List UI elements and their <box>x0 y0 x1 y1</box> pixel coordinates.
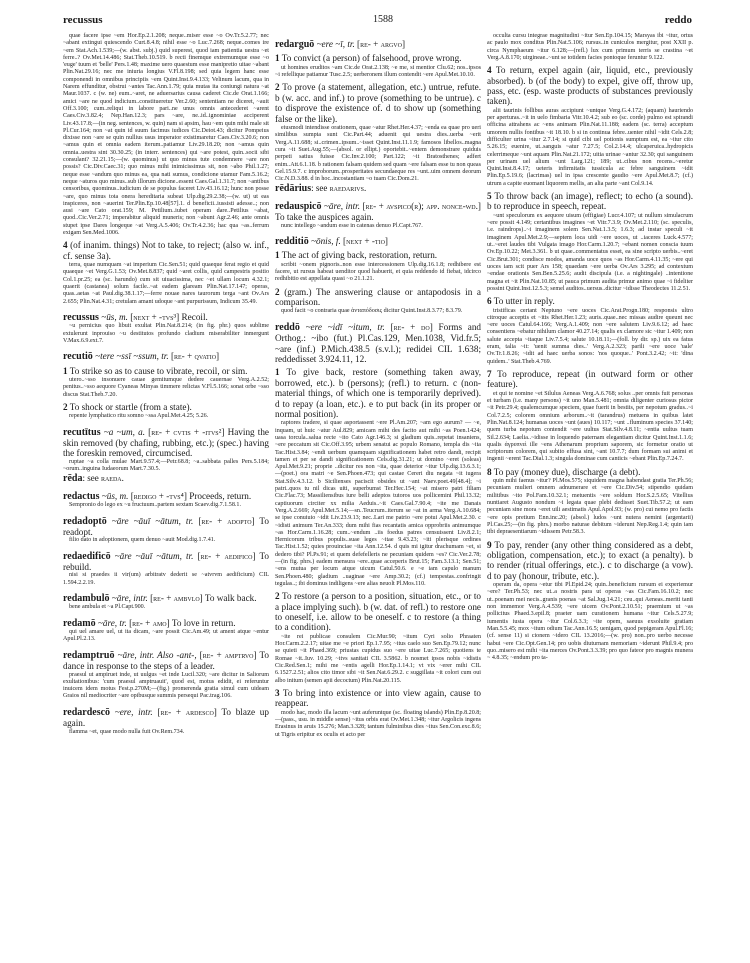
definition: To love in return. <box>171 617 236 628</box>
etymology: [re- + do] <box>390 321 433 332</box>
right-guide-word: reddo <box>664 14 692 26</box>
sense-number: 2 <box>275 82 280 93</box>
etymology: [next + -tvs³] <box>130 311 180 322</box>
citation-text: quod facit ~o contraria quae ἀνταπόδοσις dicitur Quint.Inst.8.3.77; 8.3.79. <box>281 308 463 315</box>
headword: recutiō <box>63 351 93 363</box>
citation-text: quin mihi faenus ~itur? Pl.Mos.575; siquidem magna habendast gratia Ter.Ph.56; pecuniam mulieri omnem adnumerare et ~ere Cic.Div.54; stipendio quidam militibus ~ito Pol.Fam.10.32.1; metuentis ~ere soldum Hor.S.2.5.65; Vitellius nuntiaret Augusto nondum ~i legata quae plebi dedisset Suet.Tib.57.2; ut eam pecuniam sine mora ~eret uili aestimatis Apul.Apol.93; (w. pro) cui nemo pro factis ~ere opis pretium Enn.inc.20; (absol.) ludos ~unt nutera nemini (argentarii) Pl.Cas.25;—(in fig. phrs.) morbo naturae debitum ~iderunt Nep.Reg.1.4; quin iam tibi depraesentiarum ~idissem Petr.58.3. <box>487 478 693 536</box>
entry-heading-line <box>63 491 269 502</box>
citation-text: et qui te nomine ~et Silulus Aeneas Verg.A.6.768; solus ..per omnis fuit personas et turbam (i.e. many persons) ~it uno Man.5.481; omnia diligenter curiosus pictor ~it Petr.29.4; qualemcumque speciem, quae fuerit in bestiis, per nepotum gradus..~i Col.7.2.5; colorem omnium arborum..~it (tarandrus) metuens in quibus latet Plin.Nat.8.124; humanas uoces ~unt (aues) 10.117; ~unt ..fluminum species 37.140; quem turba nepotum contendit ~ere uultus Stat.Silv.4.8.11; ~entia uultus tuam Sil.2.634; Laelia..~idisse in loquendo paternam elegantiam dicitur Quint.Inst.1.1.6; qualis ἀγρυπνεὶ ille ~ens Athenarum proprium saporem, sic formetur oratio ut scriptorum colorem, qui subito effusa sint, ~ant 10.7.7; dum formam sui animi et ingenii ~erent Tac.Dial.1.3; singula dominae cum canticis ~ebant Plin.Ep.7.24.7. <box>487 390 693 463</box>
sense-number: 7 <box>487 368 492 379</box>
grammatical-info: ~ūs, m. <box>101 311 128 322</box>
sense-text: To bring into existence or into view again, cause to reappear. <box>275 687 481 709</box>
grammatical-info: ~āre, intr. <box>111 593 148 604</box>
sense-number: 4 <box>63 240 68 251</box>
citation-text: tristificas certant Neptuno ~ere uoces Cic.Arat.Progn.180; responsis ultro citroque acceptis et ~itis Rhet.Her.1.23; auris..quae..nec missas audire queunt nec ~ere uoces Catul.64.166; Verg.A.1.409; non ~ere salutem Liv.9.6.12; ad haec consentiens ~ebatur nihilum clamor 40.27.14; qualis ex clamore sic ~itur 1.409; non salute accepta ~itaque Liv.7.5.4; salute 10.18.11;—(foll. by dir. sp.) uix ea fatus eram, talia ~it: 'uenit summa dies..' Verg.A.2.323; parili ~ere uoce 'uale' Ov.Tr.1.8.26; ~idit ad haec uerba sonos: 'nos quoque..' Pont.3.2.42; ~it: 'dina quidem..' Stat.Theb.4.769. <box>487 307 693 365</box>
definition: To readopt. <box>63 515 269 537</box>
citation-text: ~unt speculorum ex aequore uisum (effigiae) Lucr.4.107; ut nullum simulacrum ~ere possit 4.149; certantibus imagines ~et Vitr.7.3.9; Ov.Met.2.110; (sc. speculis, i.e. raindrops)..~i imaginem solem Sen.Nat.1.3.5; 1.6.3; ad instar speculi ~it imaginem Apul.Met.2.9;—septem loca uidi ~ere uoces, ut ..iaceres Luck.4.577; ut..~eret laudes tibi Vulgata imago Hor.Carm.1.20.7; ~ebant nomen conscia tuum Ov.Ep.10.22; Met.3.361. b ut quae..commentatus esset, ea sine scripto uerbis..~eret Cic.Brut.301; condisce modos, amanda uoce quos ~as Hor.Carm.4.11.35; ~ere qui uoces iam scit puer Ars 158; quaedam ~ere uerba Ov.Ars 3.295; ad contextum ~endae orationis Sen.Ben.5.25.6; audit discipula (i.e. a nightingale) ..intentione magna et ~it Plin.Nat.10.85; ut pauca primum audita primur animo quae ~i fideliter possint Quint.Inst.12.5.3; semel auditos..uersus..dicitur ~idisse Theodectes 11.2.51. <box>487 212 693 292</box>
sense-text: The act of giving back, restoration, return. <box>281 250 438 261</box>
headword: rēda <box>63 473 83 485</box>
sense-definition <box>275 688 481 709</box>
entry-heading-line <box>63 618 269 629</box>
citation-text: ruptae ~a colla mulae Mart.9.57.4;—Petr.68.8; ~a..sabbata palles Pers.5.184; ~orum..inguina Iudaeorum Mart.7.30.5. <box>63 458 269 473</box>
citation-text: filio dato in adoptionem, quem denuo ~auit Mod.dig.1.7.41. <box>69 537 216 544</box>
sense-text: To strike so as to cause to vibrate, recoil, or sim. <box>69 365 248 376</box>
headword: redadoptō <box>63 515 107 527</box>
running-header <box>0 0 750 30</box>
citation-text: operam da, opera ~etur tibi Pl.Epid.24; quin..beneficium rursum ei experiemur ~ere? Ter.Ph.53; nec ut..a nostris para ut operas ~as Cic.Fam.16.10.2; nec ut..poenam mei necis..granis poenas ~at Sal.Jug.14.21; ceu..qui Aeneas..meriti tanti non immemor Verg.A.4.539; ~ere uicem Ov.Pont.2.10.51; praemium ut ~as pollicitus Phaed.3.epil.8; praeter uam curationem humana ~itur Cels.5.27.9; iumentis iusta opera ~itur Col.6.3.3; ~ite opem, saeuus exsoluite gratiam Man.5.5.45; mox ~itum odium Tac.Ann.16.5; uenigam, quod pepigeram Apul.Fl.16; (cf. sense 11) si cionem ~idero CIL 13.2016;—(w. pro) non..pro uerbo necesse habui ~ere Cic.Opt.Gen.14; pro uobis diuturnam memoriam ~iderunt Phil.9.4; pro quo..misero est mihi ~ita merces Ov.Pont.3.3.39; pro quo fateor pro magnis munera ~ 4.8.35; ~endum pro ta- <box>487 582 693 662</box>
definition: To walk back. <box>204 593 257 604</box>
grammatical-info: ~ūs, m. <box>101 490 129 501</box>
sense-number: 1 <box>275 53 280 64</box>
cross-reference-target: raeda. <box>100 473 124 484</box>
grammatical-info: ~āre, intr. <box>323 200 361 211</box>
etymology: [re- + avspico(r); app. nonce-wd.] <box>362 200 481 211</box>
sense-definition <box>487 467 693 477</box>
etymology: [re- + amo] <box>129 617 170 628</box>
headword: reddō <box>275 321 300 333</box>
citation-text: occulta cursu integrae magnitudini ~itur Sen.Ep.104.15; Marsyas ibi ~itur, ortus ac paulo mox conditus Plin.Nat.5.106; rursus..in cuniculos mergitur, post XXII p. circa Nymphaeum ~itur 6.128;—(refl.) lux cum primum terris se crastina ~et Verg.A.8.170; uirgineae..~unt se totidem facies pontoque feruntur 9.122. <box>487 33 693 61</box>
sense-number: 1 <box>275 367 280 378</box>
headword: rēdārius <box>275 183 312 195</box>
dictionary-entry <box>63 427 269 474</box>
citation-text: alii taurinis follibus auras accipiunt ~untque Verg.G.4.172; (aquam) hauriendo per aperturas..~it in uelo fimbaria Vitr.10.4.2; sub eo (sc. corde) pulmo est spirandi officina attrahens ac ~ens animam Plin.Nat.11.188; eadem (sc. terra) acceptum umorem nullis fontibus ~it 18.10. b si in continua febre..uenter nihil ~idit Cels.2.8; difficulter urina ~itur 2.7.14; si quid cibi uel potionis sumptum est, ea ~itur cito 5.26.15; euenire, ut..sanguis ~atur 7.27.5; Col.2.14.4; ulcaperuica..hydropicis celerrimeque ~unt aquam Plin.Nat.21.172; uitia urinae ~antur 32.30; qui sanguinem per urinam uel alium ~unt Larg.121; 189; ut..cibus non recens..~eretur Quint.Inst.8.4.17; ueteris infirmitatis tussicula ac febre sanguinem ~idit Plin.Ep.5.19.6; (lacrimas) uel in ipsa crescente gaudio ~ere Apul.Met.8.7; (cf.) utrum a capite euomant liquorem mellis, an alia parte ~ant Col.9.14. <box>487 107 693 187</box>
headword: recussus <box>63 311 99 323</box>
citation-text: scribit ~onem pignoris..non esse intercessionem Ulp.dig.16.1.8; redhibere est facere, ut rursus habeat uenditor quod habuerit, et quia reddendo id fiebat, idcirco redhibitio est appellata quasi ~o 21.1.21. <box>275 261 481 283</box>
etymology: [re- + amptrvo] <box>199 649 257 660</box>
headword: redamō <box>63 617 96 629</box>
headword: recutītus <box>63 426 101 438</box>
column-2 <box>275 33 481 739</box>
see-label: see <box>315 183 328 194</box>
dictionary-entry <box>63 707 269 736</box>
grammatical-info: ~āre ~āuī ~ātum, tr. <box>111 515 194 526</box>
citation-text: ut homines eruditos ~am Cic.de Orat.2.138; ~e me, si mentior Clu.62; nos..ipsos ~i refellique patiamur Tusc.2.5; uerberonem illum contendit ~ere Apul.Met.10.10. <box>275 64 481 79</box>
sense-text: To utter in reply. <box>493 296 555 307</box>
definition: Proceeds, return. <box>189 490 252 501</box>
dictionary-entry <box>63 312 269 345</box>
citation-text: praesul ut ampiruet inde, ut uulgus ~et inde Lucil.320; ~are dicitur in Saliorum exultationibus: 'cum praesul amptruauit', quod est, motus edidit, ei referuntur inuicem idem motus Fest.p.270M;—(fig.) promerenda gratia simul cum uideam Graios nil mediocriter ~are opibusque summis persequi Pac.trag.106. <box>63 671 269 700</box>
sense-definition <box>275 591 481 633</box>
entry-heading-line <box>275 236 481 247</box>
see-label: see <box>87 473 99 484</box>
citation-text: terra, quae numquam ~at imperium Cic.Sen.51; quid quaeque ferat regio et quid quaeque ~et Verg.G.1.53; Ov.Met.8.837; quid ~aret collis, quid campestris positio Col.1.pr.25; ea (sc. harundo) cum sit uiuacissima, nec ~et ullam locum 4.32.1; quaerit (castanea) solum facile..~at eadem glaream Plin.Nat.17.147; operas, quas..aetas ~at Paul.dig.38.1.17;—ferre nouae nares taurorum terga ~ant Ov.Ars 2.655; Plin.Nat.4.31; cretulam amant udoque ~ant purpurissum, Indicum 35.49. <box>63 262 269 305</box>
headword: redaedificō <box>63 550 111 562</box>
dictionary-entry <box>275 236 481 247</box>
definition: To dance in response to the steps of a leader. <box>63 649 270 672</box>
sense-definition <box>63 366 269 376</box>
sense-text: To return, expel again (air, liquid, etc., previously absorbed). b (of the body) to expel, give off, throw up, pass, etc. (esp. waste products of substances previously taken). <box>487 65 694 107</box>
sense-definition <box>275 250 481 260</box>
sense-definition <box>275 367 481 419</box>
citation-text: qui uel amare uel, ut ita dicam, ~are possit Cic.Am.49; ut ament atque ~entur Apul.Pl.2.13. <box>63 629 269 643</box>
sense-definition <box>63 240 269 261</box>
dictionary-entry <box>63 351 269 362</box>
sense-text: (gram.) The answering clause or antapodosis in a comparison. <box>275 286 482 308</box>
sense-definition <box>275 287 481 308</box>
definition: To take the auspices again. <box>275 212 374 223</box>
entry-heading-line <box>63 551 269 573</box>
dictionary-entry <box>63 491 269 510</box>
sense-definition <box>487 540 693 582</box>
grammatical-info: ~ōnis, f. <box>311 235 341 246</box>
definition: Having the skin removed (by chafing, rubbing, etc.); (spec.) having the foreskin removed, circumcised. <box>63 426 270 459</box>
citation-text: raptores tradere, si quae asportassent ~ere Pl.Am.207; ~am ego aurum? — ~e, inquam, ut huic ~atur Aul.829; amicam mihi des facito aut mihi ~as Poen.1424; uasa torcula..salua recte ~ito Cato Agr.146.3; si gladium quis..repetat insaniens, ~ere peccatum sit Cic.Off.3.95; urbem senatui ac populo Romano, templa dis ~ita Tac.Hist.3.84; ~endi uerbum quamquam significationem habet retro dandi, recipit tamen et per se dandi significationem Cels.dig.31.21; ut domino ~eret (soleas) Apul.Met.9.21; proprie ..dicitur res non ~ita, quae deterior ~itur Ulp.dig.13.6.3.1; —(poet.) ora matri ~e Sen.Phoen.473; qui castae Cereri diu negata ~it iugera Stat.Silv.4.3.12. b Sicilienses paciscit obsides ut ~ant Naev.poet.49[48.4]; ~i patri..quos tu nil dicas uiti, superbumst Ter.Hec.154; ~at misero patri filiam Cic.Flac.73; Massiliensibus iure belli adeptos tutoros uos pollicemini Phil.13.32; captiuorum circiter xx milia Aeduis..~it Caes.Gal.7.90.4; ~ite me Danais Verg.A.2.669; Apul.Met.5.14;—sn..Teucrum..iterum se ~at in arma Verg.A.10.684; se ipse conuiuio ~idit Liv.23.9.13; nec..Lari me patrio ~ere potui Apul.Met.2.30. c ~idisti animum Ter.An.333; dum mihi fias recantatis amica opprobriis animumque ~as Hor.Carm.1.16.28; cum..~endum ..iis foedus patres censuissent Liv.8.2.1; Hernicorum tribus populis..suae leges ~itae 9.43.23; ~iti plerisque ordines Tac.Hist.1.52; quies prouinciae ~ita Ann.12.54. d quis mi igitur drachumam ~et, si dedero tibi? Pl.Ps.91; ei quem defefelleris ne pecuniam quidem ~es? Cic.Ver.2.78;—(in fig. phrs.) eadem mensura ~ere..quae acceperis Brut.15; Fam.3.13.1; Sen.51; ~ens mutua per locum atque uicum Catul.50.6. e ~e iam capulo manum Sen.Phoen.480; gladium ..uaginae ~ere Amp.30.2; (cf.) tempestas..confringit tegulas..; ibi dominus indiligens ~ere alias neuolt Pl.Mos.110. <box>275 420 481 587</box>
sense-text: To pay, render (any other thing considered as a debt, obligation, compensation, etc.); to exact (a penalty). b to render (ritual offerings, etc.). c to discharge (a vow). d to pay (honour, tribute, etc.). <box>487 539 693 581</box>
headword: redauspicō <box>275 200 322 212</box>
sense-definition <box>487 191 693 212</box>
headword: redambulō <box>63 593 110 605</box>
citation-text: quae facere ipse ~em Hor.Ep.2.1.208; neque..miser esse ~o Ov.Tr.5.2.77; nec ~abant extingui quiescendo Curt.8.4.8; nihil esse ~o Luc.7.268; neque..comes ire ~em Stat.Ach.1.539;—(w. abst. subj.) quid superest, quod iam patientia uestra ~et ferre..? Ov.Met.14.486; Stat.Theb.10.519. b recti finemque extremumque esse ~o 'euge' tuum et 'belle' Pers.1.48; maxime uero quaestum esse manipretio uitae ~abant Plin.Nat.29.16; nec me iniuria longius V.Fl.8.198; sed quia legem hanc esse componendi in omnibus principiis ~em Quint.Inst.9.4.133; Velinum lacum, qua in Narem effunditur, obstrui ~antes Tac.Ann.1.79; quia mutas ita coniungi natura ~at Maur.1037. c (w. ne) eum..~aret, ne aduersarius causa caderet Cic.de Orat.1.166; amici ~are ne quod indicium..constitueretur Ver.2.60; sententiam ne diceret, ~auit Off.3.100; cum..reliqui in labore pari..ne unus omnis antecederet ~arent Caes.Civ.3.82.4; Nep.Han.12.3; pars ~are, ne..id..ignominiae acciperent Liv.43.17.8;—(in neg. sentences, w. quin) nam si apsim, hau ~em quin mihi male sit Pl.Cur.164; non ~at quin id suum facimus iudices Cic.Deiot.43; dicitur Pompeius dixisse non ~are se quin nullius usus imperator existimaretur Caes.Civ.3.20.6; non ~amus quin et omnia eadem iterum..patiamur Liv.29.18.20; non ~amus quin omnia..uestra sint 30.30.25; (in interr. sentences) qui ~are potest, quin..socii sibi consulant? 32.21.15;—(w. quominus) ut quo minus tute condemnere ~are non possis? Cic.Div.Caec.31; quo minus mihi inimicissimus sit, non ~abo Phil.1.27; neque esse ~andum quo minus ea, qua nati sumus, condicione utamur Fam.5.16.2; neque ~aturos quo minus..sub illorum dicione..essent Caes.Gal.1.31.7; non ~antibus censoribus, quominus..iudicium de se populus faceret Liv.43.16.12; hunc non posse ~are, quo minus tota onera hereditaria subeat Ulp.dig.29.2.38;—(w. ut) ut eas inspiceres, non ~auerint Ter.Plin.Ep.10.48[57].1. d beneficii..iussisti adesse..; non ausi ~are Cato orat.159; M. Petilium..iubet operam dare..Petilius ~abat, quod..Cic.Ver.2.71; imperabitur aliquid muneris; non ~abunt Agr.2.46; ante omnis stupet ipse Dares longeque ~at Verg.A.5.406; Ov.Tr.4.2.36; hac qua ~as..ferrum exigam Sen.Med.1006. <box>63 33 269 237</box>
cross-reference-entry: rēdārius: see raedarivs. <box>275 183 367 195</box>
sense-number: 3 <box>275 687 280 698</box>
entry-heading-line <box>63 312 269 323</box>
etymology: [re- + aedifico] <box>197 550 256 561</box>
definition: To blaze up again. <box>63 706 269 729</box>
grammatical-info: ~āre, tr. <box>97 617 127 628</box>
sense-number: 4 <box>487 65 492 76</box>
grammatical-info: ~ere ~idī ~itum, tr. <box>305 321 385 332</box>
page-number: 1588 <box>373 14 393 25</box>
dictionary-entry <box>63 516 269 545</box>
entry-heading-line <box>63 427 269 459</box>
citation-text: eiusmodi intendisse orationem, quae ~atur Rhet.Her.4.37; ~enda ea quae pro ueri similibus sumpta sunt Cic.Part.44; aduenit qui uestra dies..uerba ~erit Verg.A.11.688; si..crimen..ipsum..~isset Quint.Inst.11.1.9; famosos libellos..magna cura ~it Suet.Aug.55;—(absol. or ellipt.) oportebit..~entem demonstrare quiduis perpeti satius fuisse Cic.Inv.2.100; Part.122; ~it Bratosthenes; adfert enim..Att.6.1.18. b rationem falsam quidem sed quam ~ere falsam esse tu non queas Gel.15.9.7. c improborum..prosperitates secundaeque res ~unt..uim omnem deorum Cic.N.D.3.88. d in hoc..incostantiam ~o tuam Cic.Dom.21. <box>275 125 481 183</box>
etymology: [re- + adopto] <box>198 515 255 526</box>
entry-heading-line <box>275 39 481 50</box>
grammatical-info: ~a ~um, a. <box>103 426 145 437</box>
sense-definition <box>487 65 693 107</box>
definition: Forms and Orthog.: ~ibo (fut.) Pl.Cas.129, Men.1038, Vid.fr.5; ~are (inf.) P.Mich.438.5 (s.v.l.); redidei CIL 1.638; reddedisset 3.924.11, 12. <box>275 321 482 364</box>
dictionary-entry <box>275 39 481 50</box>
entry-heading-line <box>63 650 269 672</box>
sense-text: To give back, restore (something taken away, borrowed, etc.). b (persons); (refl.) to return. c (non-material things, of which one is temporarily deprived). d to repay (a loan, etc.). e to put back (in its proper or normal position). <box>275 367 481 419</box>
citation-text: bene ambula et ~a Pl.Capt.900. <box>69 604 146 611</box>
citation-text: Sempronio do lego ex ~u fructuum..partem sextam Scaev.dig.7.1.58.1. <box>69 502 241 509</box>
citation-text: repente lymphatico ritu somno ~ssa Apul.Met.4.25; 5.26. <box>69 413 209 420</box>
sense-number: 5 <box>487 191 492 202</box>
column-1 <box>63 33 269 736</box>
dictionary-entry <box>63 650 269 701</box>
etymology: [re- + argvo] <box>357 39 406 49</box>
etymology: [redigo + -tvs⁴] <box>130 490 187 501</box>
citation-text: utero..~sso insonuere cauae gemitumque dedere cauernae Verg.A.2.52; penitus..~sso aequore Cyaneas Minyas timmere relictas V.Fl.5.166; sonat orbe ~sso discus Stat.Theb.7.20. <box>63 377 269 398</box>
sense-number: 8 <box>487 466 492 477</box>
sense-text: To shock or startle (from a state). <box>69 401 192 412</box>
sense-text: To pay (money due), discharge (a debt). <box>493 466 641 477</box>
definition: To rebuild. <box>63 550 270 573</box>
sense-number: 2 <box>63 401 68 412</box>
grammatical-info: ~āre, intr. Also -ant-, <box>117 649 197 660</box>
entry-heading-line <box>63 516 269 538</box>
sense-number: 2 <box>275 286 280 297</box>
sense-definition <box>275 82 481 124</box>
dictionary-entry <box>275 322 481 365</box>
etymology: [re- + qvatio] <box>170 351 220 362</box>
dictionary-entry <box>63 551 269 587</box>
headword: redardescō <box>63 706 111 718</box>
sense-number: 1 <box>275 250 280 261</box>
etymology: [re- + ambvlo] <box>150 593 203 604</box>
headword: redactus <box>63 490 100 502</box>
sense-definition <box>487 369 693 390</box>
column-3 <box>487 33 693 662</box>
etymology: [re- + cvtis + -itvs²] <box>148 426 225 437</box>
sense-number: 9 <box>487 539 492 550</box>
grammatical-info: ~āre ~āuī ~ātum, tr. <box>114 550 194 561</box>
sense-definition <box>63 402 269 412</box>
citation-text: ~u pernicius quo libuit exultat Plin.Nat.8.214; (in fig. phr.) quos sublime extulerunt inprouiso ~u destitutos profundo cladium miserabiliter inmergunt V.Max.6.9.ext.7. <box>63 323 269 344</box>
grammatical-info: ~ere, intr. <box>114 706 153 717</box>
sense-number: 6 <box>487 296 492 307</box>
citation-text: nunc intellego ~andum esse in catenas denuo Pl.Capt.767. <box>281 222 423 229</box>
entry-heading-line <box>63 351 269 362</box>
headword: redarguō <box>275 39 315 50</box>
sense-definition <box>275 53 481 63</box>
citation-text: nisi si praedes ii vir(um) arbitratv dederit se ~atvrvm aedificium) CIL 1.594.2.2.19. <box>63 572 269 586</box>
sense-number: 1 <box>63 365 68 376</box>
sense-text: To convict (a person) of falsehood, prove wrong. <box>281 53 462 64</box>
sense-text: To reproduce, repeat (in outward form or other feature). <box>487 368 693 390</box>
etymology: [re- + ardesco] <box>157 706 217 717</box>
cross-reference-target: raedarivs. <box>329 183 367 194</box>
entry-heading-line <box>275 322 481 365</box>
entry-heading-line <box>275 201 481 223</box>
dictionary-entry <box>63 618 269 644</box>
citation-text: flamma ~et, quae modo nulla fuit Ov.Rem.734. <box>69 728 185 735</box>
dictionary-entry <box>63 593 269 612</box>
entry-heading-line <box>63 707 269 729</box>
left-guide-word: recussus <box>63 14 103 26</box>
sense-text: To restore (a person to a position, situation, etc., or to a place implying such). b (w. dat. of refl.) to restore one to oneself, i.e. allow to be oneself. c to restore (a thing to a condition). <box>275 591 481 633</box>
entry-heading-line <box>63 593 269 604</box>
etymology: [next + -tio] <box>343 235 388 246</box>
headword: redamptruō <box>63 649 115 661</box>
sense-number: 2 <box>275 591 280 602</box>
citation-text: modo hac, modo illa lacum ~unt auferuntque (sc. floating islands) Plin.Ep.8.20.8;—(pass., usu. in middle sense) ~itus orbis erat Ov.Met.1.348; ~itur Argolicis ingens Erasinus in aruis 15.276; Man.3.328; tantum fulminibus dies ~itus Sen.Con.exc.8.6; ut Tigris eripitur ex oculis et acto per <box>275 709 481 738</box>
sense-definition <box>487 296 693 306</box>
cross-reference-entry: rēda: see raeda. <box>63 473 124 485</box>
grammatical-info: ~tere ~ssī ~ssum, tr. <box>95 351 169 362</box>
definition: Recoil. <box>181 311 208 322</box>
headword: redditiō <box>275 235 309 247</box>
sense-text: To throw back (an image), reflect; to echo (a sound). b to reproduce in speech, repeat. <box>487 191 693 212</box>
sense-text: To prove (a statement, allegation, etc.) untrue, refute. b (w. acc. and inf.) to prove (something to be untrue). c to disprove the existence of. d to show up (something false or the like). <box>275 82 481 124</box>
dictionary-entry <box>275 201 481 230</box>
sense-text: (of inanim. things) Not to take, to reject; (also w. inf., cf. sense 3a). <box>63 240 270 261</box>
citation-text: ~ite rei publicae consulem Cic.Mur.90; ~itum Cyri solio Phraaten Hor.Carm.2.2.17; uitae me ~e priori Ep.1.7.95; ~itus caelo suo Sen.Ep.79.12; nunc se quieti ~it Phaed.369; priustas cupidus suo ~ere uitae Luc.7.265; quotiens te Romae ~it..Iuv. 10.29; ~itvs sanitati CIL 3.5862. b nosmet ipsos nobis ~idistis Cic.Red.Sen.1; mihi me ~entis agelli Hor.Ep.1.14.1; vt vix ~erer mihi CIL 6.1527.2.51; alios cito timor sibi ~it Sen.Nat.6.29.2. c suggillata ~it colori cum oui albo initum (semen apii decoctum) Plin.Nat.20.115. <box>275 633 481 684</box>
grammatical-info: ~ere ~ī, tr. <box>316 39 355 49</box>
